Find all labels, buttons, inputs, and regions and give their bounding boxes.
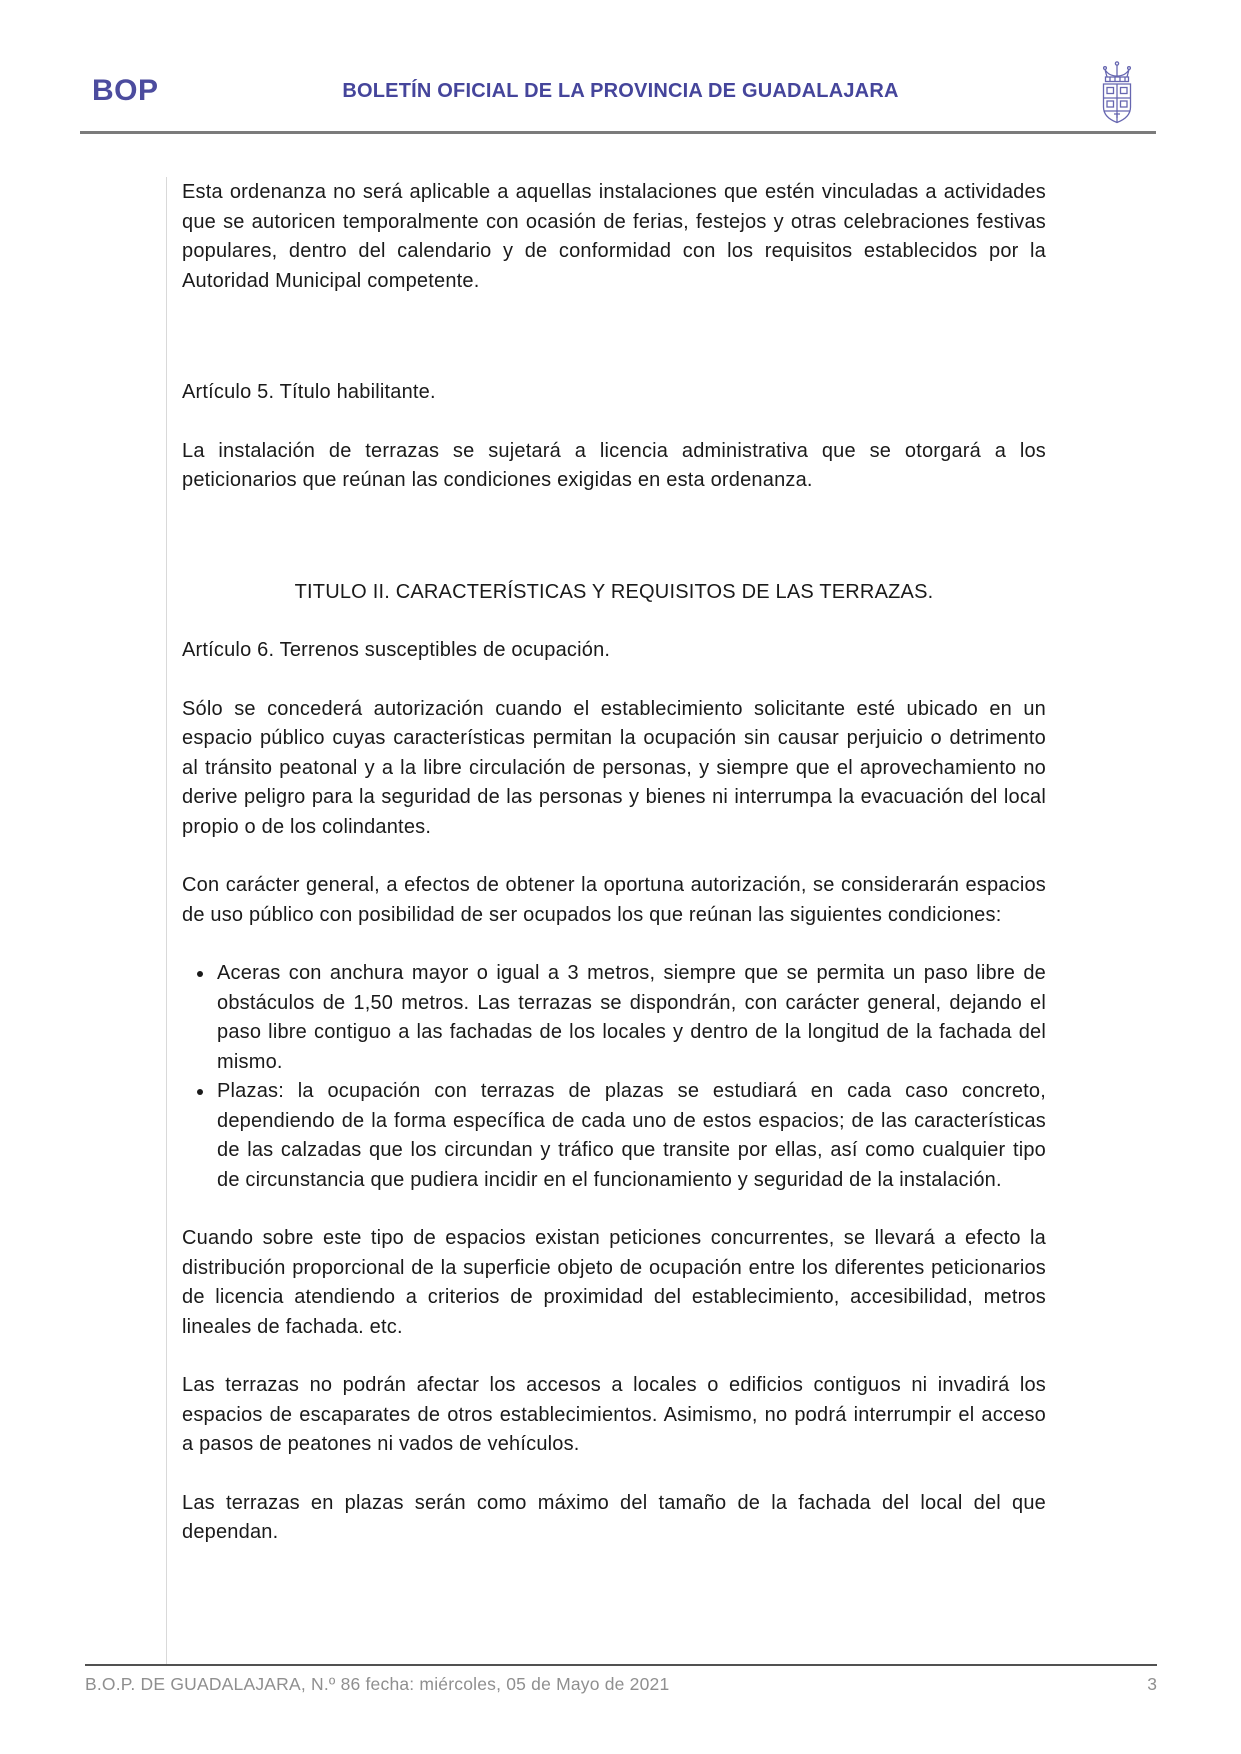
coat-of-arms-icon (1096, 60, 1138, 126)
footer-page-number: 3 (1147, 1674, 1157, 1694)
content-frame-border (166, 177, 167, 1666)
paragraph: Cuando sobre este tipo de espacios existan peticiones concurrentes, se llevará a efecto la distribución proporcional de la superficie objeto de ocupación entre los diferentes peticionarios de licencia atendiendo a criterios de proximidad del establecimiento, accesibilidad, metros lineales de fachada. etc. (182, 1227, 1046, 1338)
paragraph: Artículo 6. Terrenos susceptibles de ocupación. (182, 639, 611, 661)
paragraph: Artículo 5. Título habilitante. (182, 381, 436, 403)
paragraph: Sólo se concederá autorización cuando el establecimiento solicitante esté ubicado en un espacio público cuyas características permitan la ocupación sin causar perjuicio o detrimento al tránsito peatonal y a la libre circulación de personas, y siempre que el aprovechamiento no derive peligro para la seguridad de las personas y bienes ni interrumpa la evacuación del local propio o de los colindantes. (182, 697, 1046, 838)
bullet-item: • Aceras con anchura mayor o igual a 3 metros, siempre que se permita un paso libre de obstáculos de 1,50 metros. Las terrazas se dispondrán, con carácter general, dejando el paso libre contiguo a las fachadas de los locales y dentro de la longitud de la fachada del mismo. (215, 959, 1046, 1077)
header-title: BOLETÍN OFICIAL DE LA PROVINCIA DE GUADALAJARA (342, 80, 899, 102)
paragraph: La instalación de terrazas se sujetará a licencia administrativa que se otorgará a los peticionarios que reúnan las condiciones exigidas en esta ordenanza. (182, 439, 1046, 491)
bullet-item: • Plazas: la ocupación con terrazas de plazas se estudiará en cada caso concreto, dependiendo de la forma específica de cada uno de estos espacios; de las características de las calzadas que los circundan y tráfico que transite por ellas, así como cualquier tipo de circunstancia que pudiera incidir en el funcionamiento y seguridad de la instalación. (215, 1077, 1046, 1195)
document-body (182, 178, 1046, 1577)
header-divider (80, 131, 1156, 134)
section-title: TITULO II. CARACTERÍSTICAS Y REQUISITOS DE LAS TERRAZAS. (294, 580, 934, 603)
paragraph: Con carácter general, a efectos de obtener la oportuna autorización, se considerarán espacios de uso público con posibilidad de ser ocupados los que reúnan las siguientes condiciones: (182, 874, 1046, 926)
paragraph: Esta ordenanza no será aplicable a aquellas instalaciones que estén vinculadas a actividades que se autoricen temporalmente con ocasión de ferias, festejos y otras celebraciones festivas populares, dentro del calendario y de conformidad con los requisitos establecidos por la Autoridad Municipal competente. (182, 181, 1046, 292)
bop-logo: BOP (92, 74, 159, 107)
footer-publication-info: B.O.P. DE GUADALAJARA, N.º 86 fecha: miércoles, 05 de Mayo de 2021 (85, 1674, 670, 1694)
paragraph: Las terrazas no podrán afectar los accesos a locales o edificios contiguos ni invadirá los espacios de escaparates de otros establecimientos. Asimismo, no podrá interrumpir el acceso a pasos de peatones ni vados de vehículos. (182, 1374, 1046, 1455)
document-blocks (182, 178, 1046, 1548)
paragraph: Las terrazas en plazas serán como máximo del tamaño de la fachada del local del que dependan. (182, 1491, 1046, 1543)
bullet-list (182, 959, 1046, 1195)
footer-divider (85, 1664, 1157, 1666)
